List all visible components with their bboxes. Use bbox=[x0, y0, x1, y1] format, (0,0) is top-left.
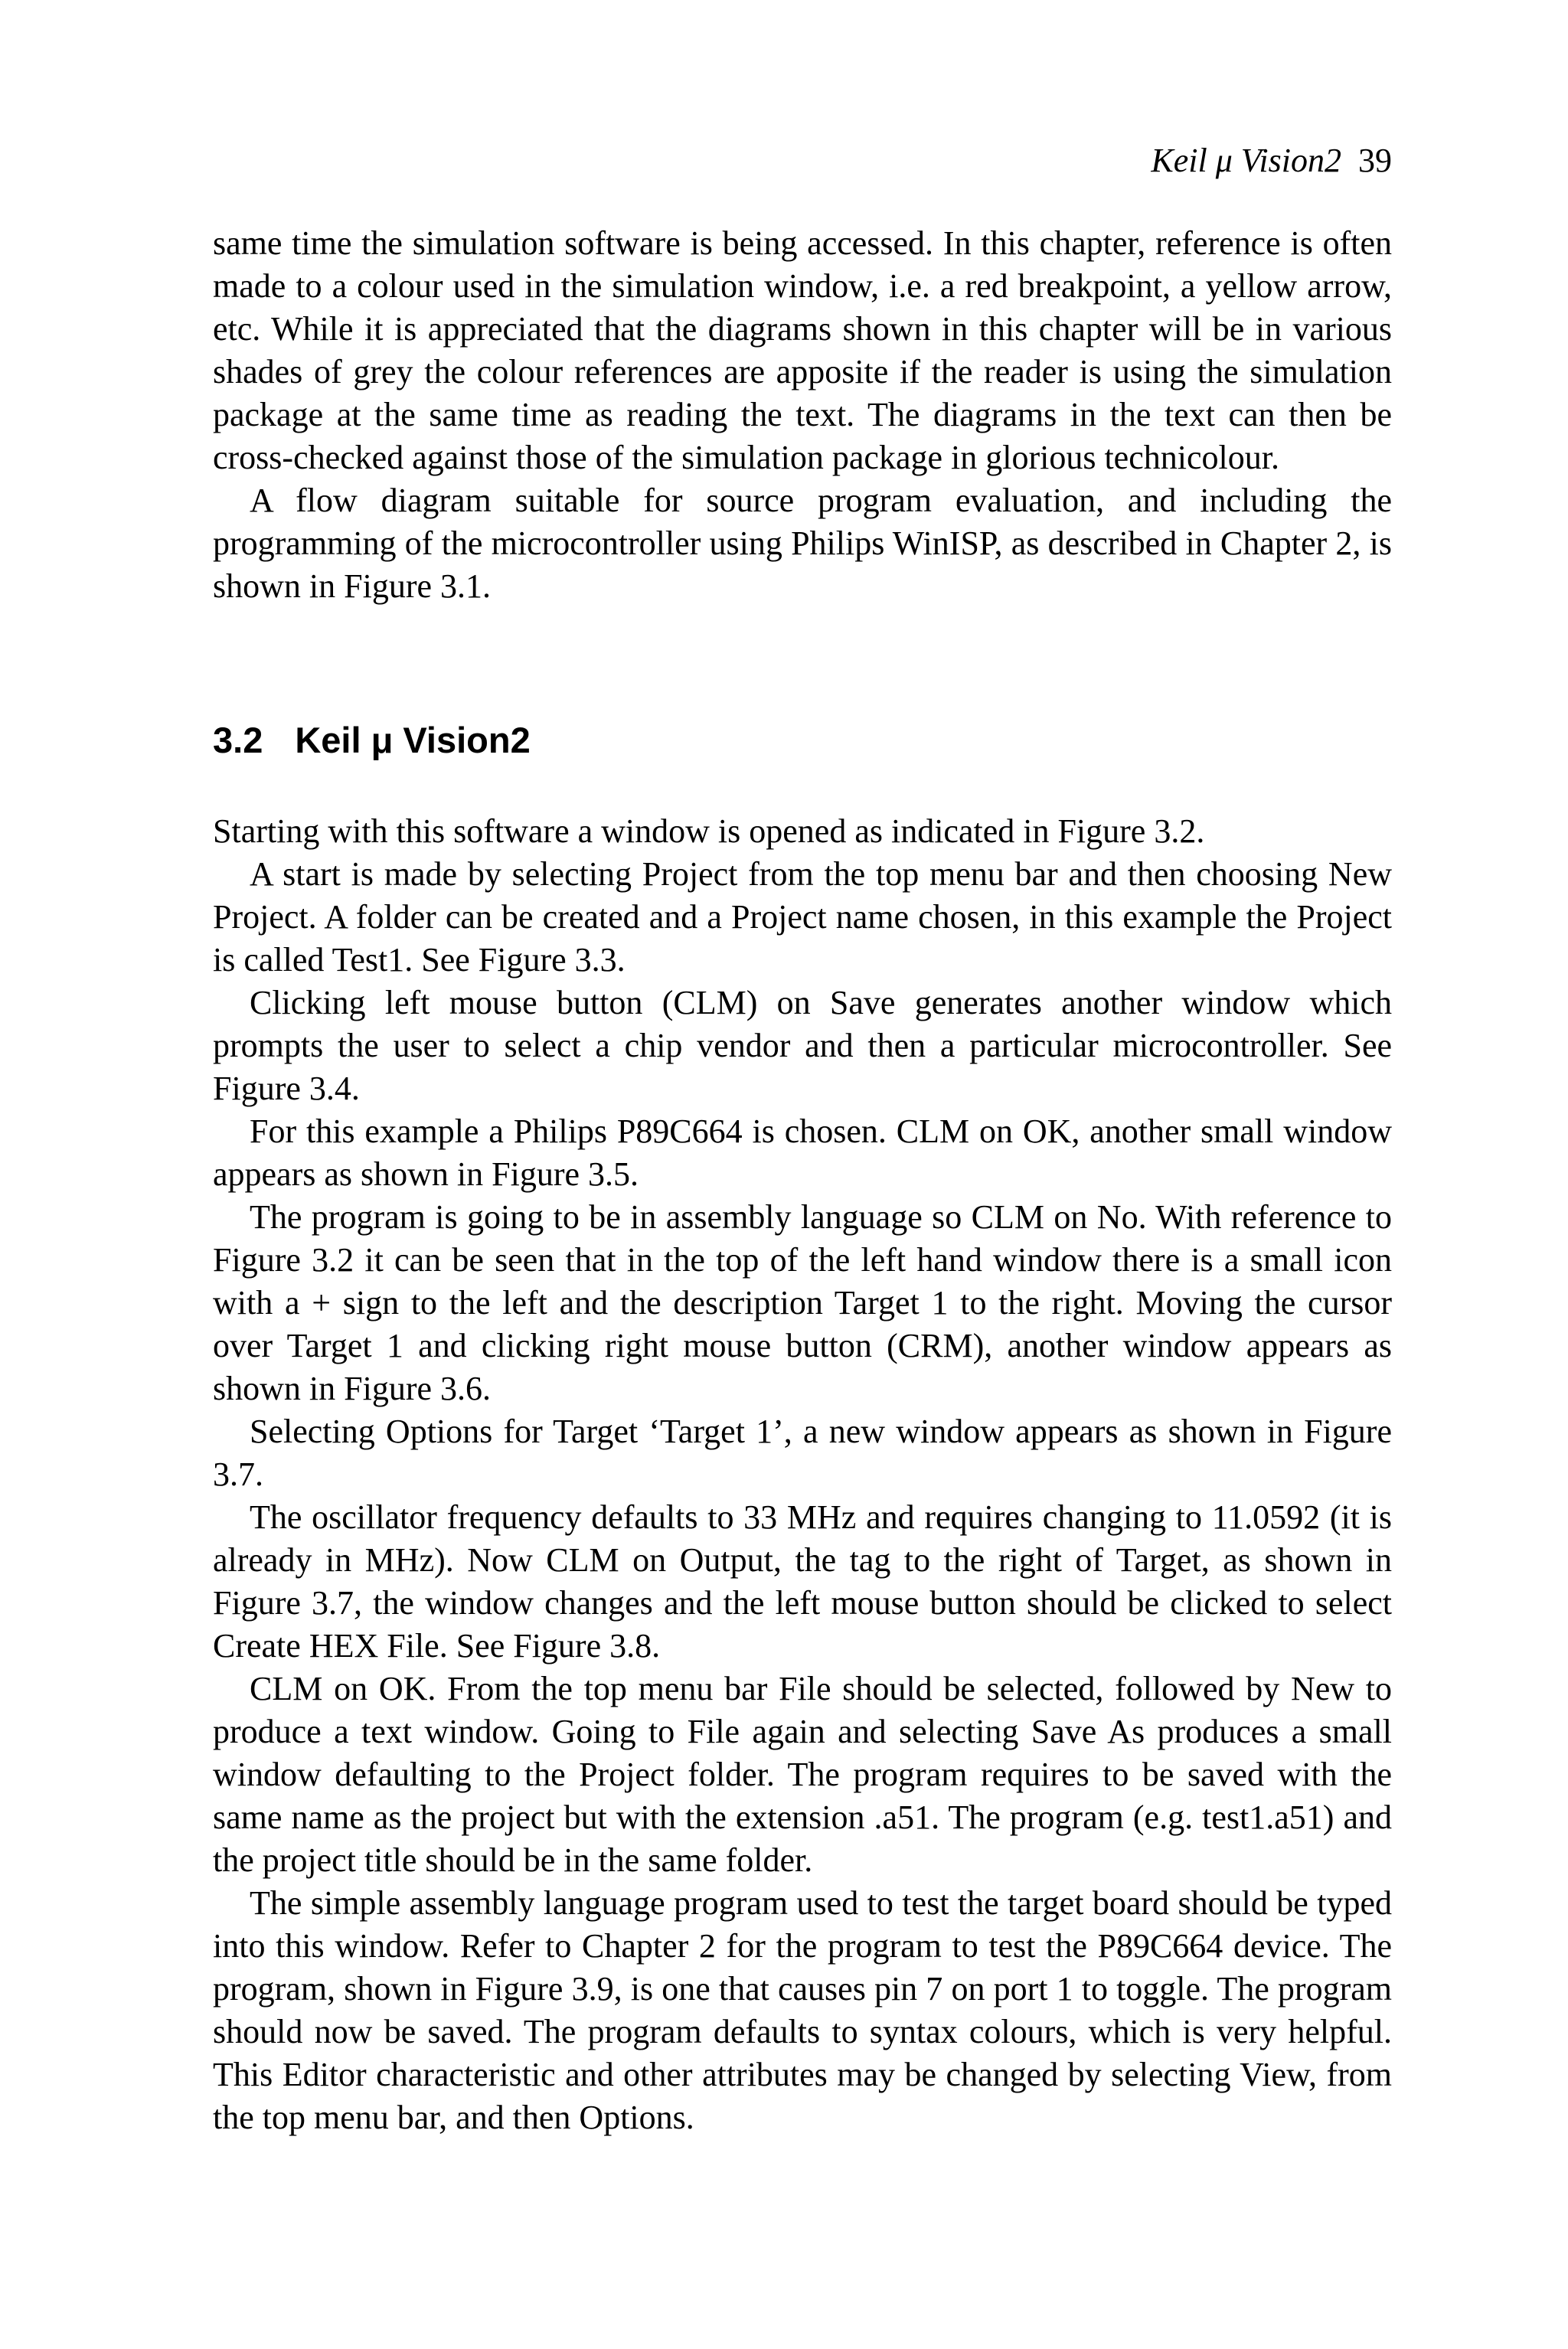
paragraph: same time the simulation software is being accessed. In this chapter, reference is often made to a colour used in the simulation window, i.e. a red breakpoint, a yellow arrow, etc. While it is appreciated that the diagrams shown in this chapter will be in various shades of grey the colour references are apposite if the reader is using the simulation package at the same time as reading the text. The diagrams in the text can then be cross-checked against those of the simulation package in glorious technicolour. bbox=[213, 224, 1392, 476]
paragraph: Clicking left mouse button (CLM) on Save generates another window which prompts the user to select a chip vendor and then a particular microcontroller. See Figure 3.4. bbox=[213, 984, 1392, 1107]
intro-text-block bbox=[213, 222, 1392, 608]
paragraph: The oscillator frequency defaults to 33 MHz and requires changing to 11.0592 (it is already in MHz). Now CLM on Output, the tag to the right of Target, as shown in Figure 3.7, the window changes and the left mouse button should be clicked to select Create HEX File. See Figure 3.8. bbox=[213, 1498, 1392, 1665]
paragraph: The simple assembly language program used to test the target board should be typed into this window. Refer to Chapter 2 for the program to test the P89C664 device. The program, shown in Figure 3.9, is one that causes pin 7 on port 1 to toggle. The program should now be saved. The program defaults to syntax colours, which is very helpful. This Editor characteristic and other attributes may be changed by selecting View, from the top menu bar, and then Options. bbox=[213, 1884, 1392, 2136]
paragraph: Selecting Options for Target ‘Target 1’, a new window appears as shown in Figure 3.7. bbox=[213, 1413, 1392, 1493]
paragraph: The program is going to be in assembly language so CLM on No. With reference to Figure 3.2 it can be seen that in the top of the left hand window there is a small icon with a + sign to the left and the description Target 1 to the right. Moving the cursor over Target 1 and clicking right mouse button (CRM), another window appears as shown in Figure 3.6. bbox=[213, 1198, 1392, 1407]
running-title: Keil μ Vision2 bbox=[1151, 142, 1341, 179]
paragraph: A flow diagram suitable for source program evaluation, and including the programming of the microcontroller using Philips WinISP, as described in Chapter 2, is shown in Figure 3.1. bbox=[213, 482, 1392, 605]
page-header bbox=[1151, 140, 1392, 181]
paragraph: Starting with this software a window is opened as indicated in Figure 3.2. bbox=[213, 812, 1205, 850]
section-number: 3.2 bbox=[213, 720, 263, 760]
paragraph: CLM on OK. From the top menu bar File should be selected, followed by New to produce a text window. Going to File again and selecting Save As produces a small window defaulting to the Project folder. The program requires to be saved with the same name as the project but with the extension .a51. The program (e.g. test1.a51) and the project title should be in the same folder. bbox=[213, 1670, 1392, 1879]
paragraph: A start is made by selecting Project from the top menu bar and then choosing New Project. A folder can be created and a Project name chosen, in this example the Project is called Test1. See Figure 3.3. bbox=[213, 855, 1392, 978]
section-title: Keil μ Vision2 bbox=[295, 720, 531, 760]
section-heading bbox=[213, 717, 531, 763]
page-number: 39 bbox=[1358, 142, 1392, 179]
paragraph: For this example a Philips P89C664 is chosen. CLM on OK, another small window appears as shown in Figure 3.5. bbox=[213, 1112, 1392, 1193]
section-text-block bbox=[213, 810, 1392, 2139]
